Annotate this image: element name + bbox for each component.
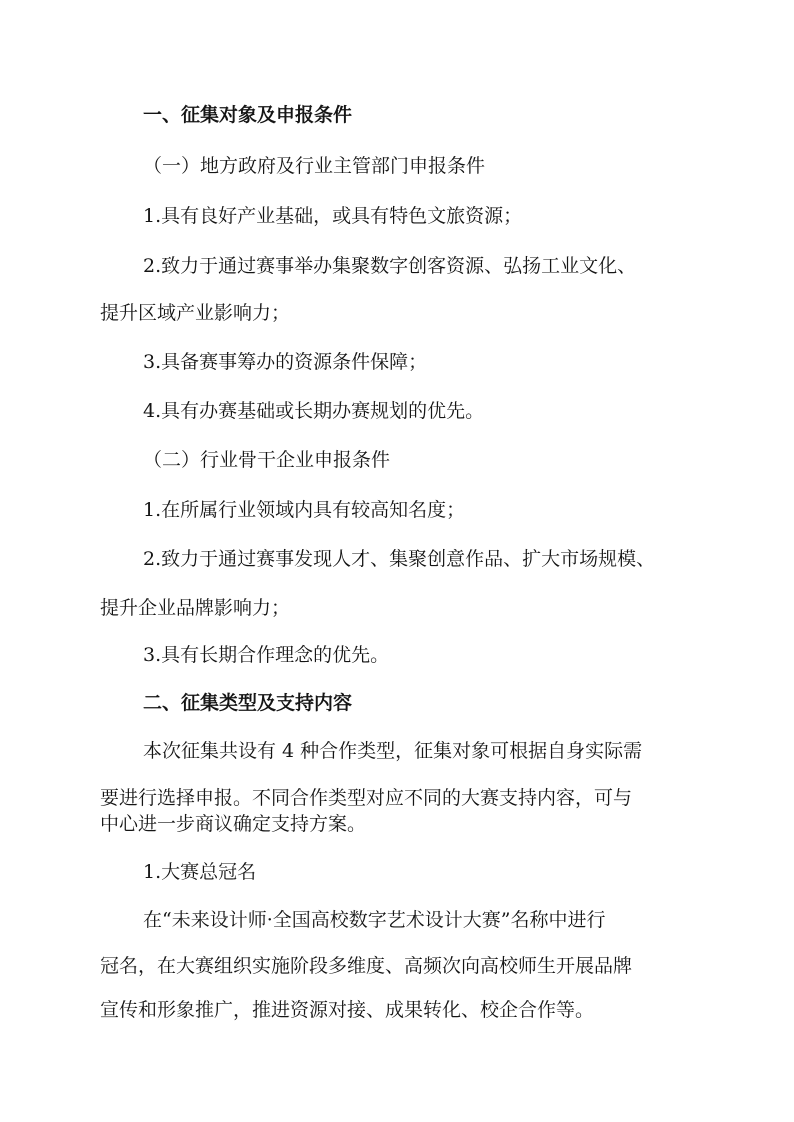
part1-item-4: 4.具有办赛基础或长期办赛规划的优先。 [143, 400, 485, 422]
section2-heading: 二、征集类型及支持内容 [143, 692, 353, 714]
part2-item-1: 1.在所属行业领域内具有较高知名度； [143, 499, 466, 521]
section2-intro-line-2: 要进行选择申报。不同合作类型对应不同的大赛支持内容，可与 [100, 787, 633, 809]
item1-text-line-1: 在“未来设计师·全国高校数字艺术设计大赛”名称中进行 [143, 909, 606, 931]
part1-item-2-continued: 提升区域产业影响力； [100, 302, 291, 324]
part2-item-2-continued: 提升企业品牌影响力； [100, 597, 291, 619]
section2-intro-line-1: 本次征集共设有 4 种合作类型，征集对象可根据自身实际需 [143, 740, 643, 762]
item1-text-line-3: 宣传和形象推广，推进资源对接、成果转化、校企合作等。 [100, 999, 595, 1021]
item1-heading: 1.大赛总冠名 [143, 861, 257, 883]
part2-item-3: 3.具有长期合作理念的优先。 [143, 644, 390, 666]
part2-item-2: 2.致力于通过赛事发现人才、集聚创意作品、扩大市场规模、 [143, 548, 656, 570]
part1-item-1: 1.具有良好产业基础，或具有特色文旅资源； [143, 205, 523, 227]
part1-item-3: 3.具备赛事筹办的资源条件保障； [143, 351, 428, 373]
part1-item-2: 2.致力于通过赛事举办集聚数字创客资源、弘扬工业文化、 [143, 255, 637, 277]
part2-heading: （二）行业骨干企业申报条件 [143, 449, 391, 471]
section2-intro-line-3: 中心进一步商议确定支持方案。 [100, 813, 367, 835]
item1-text-line-2: 冠名，在大赛组织实施阶段多维度、高频次向高校师生开展品牌 [100, 955, 633, 977]
part1-heading: （一）地方政府及行业主管部门申报条件 [143, 155, 486, 177]
section1-heading: 一、征集对象及申报条件 [143, 104, 353, 126]
